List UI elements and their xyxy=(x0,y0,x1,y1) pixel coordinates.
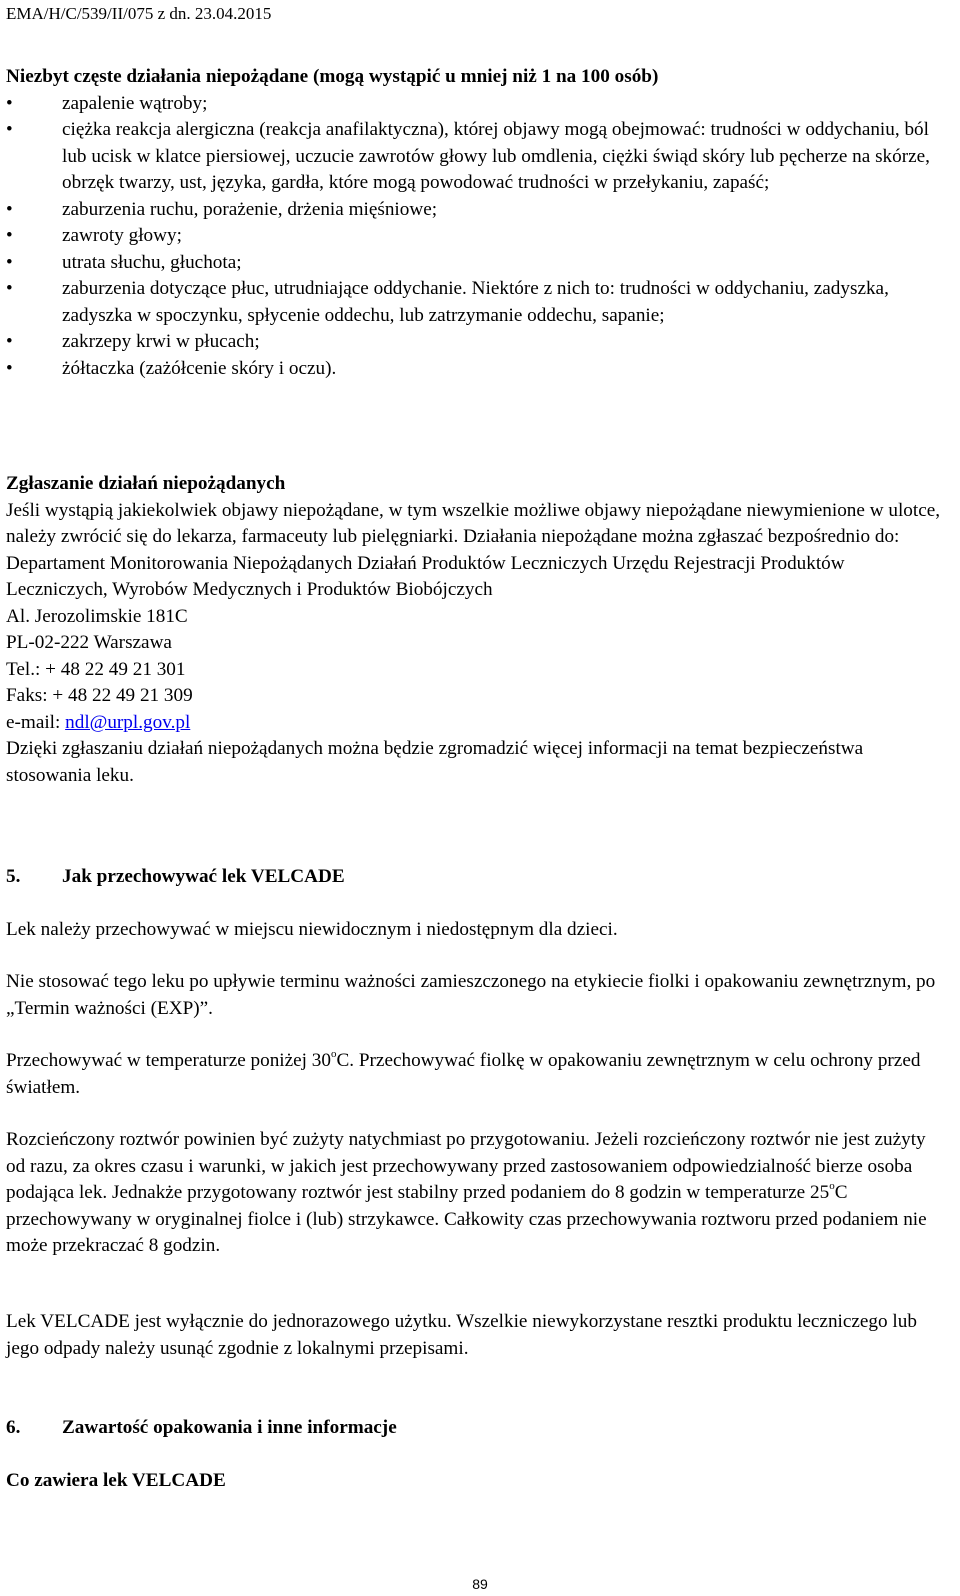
reporting-heading: Zgłaszanie działań niepożądanych xyxy=(6,473,286,494)
storage-p3-text-b: C. Przechowywać fiolkę w opakowaniu zewnętrznym w celu ochrony przed światłem. xyxy=(6,1050,921,1098)
storage-p3-text-a: Przechowywać w temperaturze poniżej 30 xyxy=(6,1050,331,1071)
reporting-outro: Dzięki zgłaszaniu działań niepożądanych można będzie zgromadzić więcej informacji na temat bezpieczeństwa stosowania leku. xyxy=(6,738,864,786)
storage-p5: Lek VELCADE jest wyłącznie do jednorazowego użytku. Wszelkie niewykorzystane resztki produktu leczniczego lub jego odpady należy usunąć zgodnie z lokalnymi przepisami. xyxy=(6,1311,917,1359)
section-5-title: Jak przechowywać lek VELCADE xyxy=(62,866,345,887)
uncommon-heading: Niezbyt częste działania niepożądane (mogą wystąpić u mniej niż 1 na 100 osób) xyxy=(6,66,659,87)
reporting-phone: Tel.: + 48 22 49 21 301 xyxy=(6,658,186,680)
reporting-intro: Jeśli wystąpią jakiekolwiek objawy niepożądane, w tym wszelkie możliwe objawy niepożądane niewymienione w ulotce, należy zwrócić się do lekarza, farmaceuty lub pielęgniarki. Działania niepożądane można zgłaszać bezpośrednio do: xyxy=(6,499,941,547)
list-item: • zapalenie wątroby; xyxy=(6,91,946,118)
storage-p1: Lek należy przechowywać w miejscu niewidocznym i niedostępnym dla dzieci. xyxy=(6,919,618,940)
email-link[interactable]: ndl@urpl.gov.pl xyxy=(65,711,191,733)
storage-p4-text-b: C przechowywany w oryginalnej fiolce i (lub) strzykawce. Całkowity czas przechowywania roztworu przed podaniem nie może przekraczać 8 godzin. xyxy=(6,1182,927,1256)
list-item: • zakrzepy krwi w płucach; xyxy=(6,329,946,356)
storage-p4 xyxy=(6,1127,946,1260)
section-6-number: 6. xyxy=(6,1417,21,1438)
uncommon-list xyxy=(6,91,946,383)
reporting-department: Departament Monitorowania Niepożądanych Działań Produktów Leczniczych Urzędu Rejestracji Produktów Leczniczych, Wyrobów Medycznych i Produktów Biobójczych xyxy=(6,552,845,600)
reporting-city: PL-02-222 Warszawa xyxy=(6,632,172,653)
uncommon-section xyxy=(6,64,946,382)
list-item: • zaburzenia dotyczące płuc, utrudniające oddychanie. Niektóre z nich to: trudności w oddychaniu, zadyszka, zadyszka w spoczynku, spłycenie oddechu, lub zatrzymanie oddechu, sapanie; xyxy=(6,276,946,329)
section-6-subheading: Co zawiera lek VELCADE xyxy=(6,1470,226,1491)
list-item: • żółtaczka (zażółcenie skóry i oczu). xyxy=(6,356,946,383)
reporting-email-line xyxy=(6,710,946,737)
reporting-fax: Faks: + 48 22 49 21 309 xyxy=(6,685,193,706)
degree-symbol: o xyxy=(330,1047,337,1060)
section-5-number: 5. xyxy=(6,866,21,887)
section-5-heading xyxy=(6,864,946,891)
section-6-title: Zawartość opakowania i inne informacje xyxy=(62,1417,397,1438)
degree-symbol: o xyxy=(829,1179,835,1192)
storage-p4-text-a: Rozcieńczony roztwór powinien być zużyty natychmiast po przygotowaniu. Jeżeli rozcieńczony roztwór nie jest zużyty od razu, za okres czasu i warunki, w jakich jest przechowywany przed zastosowaniem odpowiedzialność bierze osoba podająca lek. Jednakże przygotowany roztwór jest stabilny przed podaniem do 8 godzin w temperaturze 25 xyxy=(6,1129,926,1203)
document-reference: EMA/H/C/539/II/075 z dn. 23.04.2015 xyxy=(6,4,272,23)
storage-p2: Nie stosować tego leku po upływie terminu ważności zamieszczonego na etykiecie fiolki i opakowaniu zewnętrznym, po „Termin ważności (EXP)”. xyxy=(6,971,936,1019)
list-item: • ciężka reakcja alergiczna (reakcja anafilaktyczna), której objawy mogą obejmować: trudności w oddychaniu, ból lub ucisk w klatce piersiowej, uczucie zawrotów głowy lub omdlenia, ciężki świąd skóry lub pęcherze na skórze, obrzęk twarzy, ust, języka, gardła, które mogą powodować trudności w przełykaniu, zapaść; xyxy=(6,117,946,197)
list-item: • zaburzenia ruchu, porażenie, drżenia mięśniowe; xyxy=(6,197,946,224)
email-label: e-mail: xyxy=(6,711,66,733)
storage-p3 xyxy=(6,1048,946,1101)
page-number: 89 xyxy=(472,1576,488,1592)
section-6-heading xyxy=(6,1415,946,1442)
list-item: • utrata słuchu, głuchota; xyxy=(6,250,946,277)
reporting-section xyxy=(6,471,946,789)
list-item: • zawroty głowy; xyxy=(6,223,946,250)
reporting-street: Al. Jerozolimskie 181C xyxy=(6,605,188,627)
